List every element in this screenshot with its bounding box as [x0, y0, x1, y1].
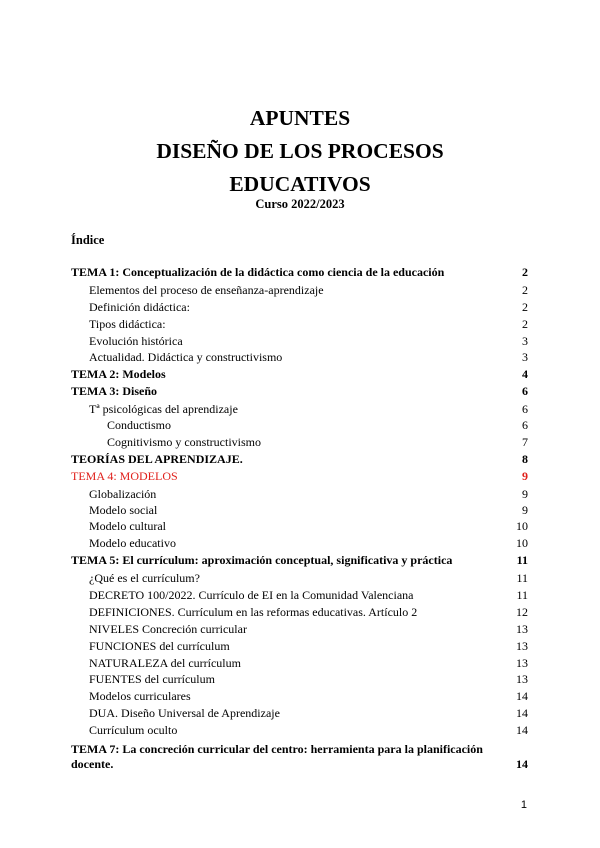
- toc-entry-page: 7: [522, 435, 528, 449]
- page-number: 1: [520, 799, 527, 811]
- toc-entry-text: TEMA 1: Conceptualización de la didáctica como ciencia de la educación: [71, 265, 445, 279]
- toc-entry-page: 8: [522, 452, 528, 466]
- index-heading: Índice: [71, 233, 105, 247]
- toc-entry-text: TEMA 5: El currículum: aproximación conceptual, significativa y práctica: [71, 553, 453, 567]
- toc-entry-page: 10: [516, 536, 528, 550]
- toc-entry-page: 12: [516, 605, 528, 619]
- toc-entry-text: Tipos didáctica:: [89, 317, 166, 331]
- toc-entry-page: 14: [516, 757, 528, 771]
- toc-entry-page: 13: [516, 656, 528, 670]
- toc-entry-tema-7[interactable]: [71, 742, 528, 772]
- toc-entry-text: FUNCIONES del currículum: [89, 639, 230, 653]
- toc-entry-text: NIVELES Concreción curricular: [89, 622, 247, 636]
- toc-entry-page: 2: [522, 300, 528, 314]
- toc-entry-page: 14: [516, 723, 528, 737]
- toc-entry-page: 10: [516, 519, 528, 533]
- toc-entry-page: 6: [522, 402, 528, 416]
- toc-entry-text: Modelos curriculares: [89, 689, 191, 703]
- title-line-2: DISEÑO DE LOS PROCESOS: [156, 139, 444, 163]
- toc-entry-text: TEMA 7: La concreción curricular del centro: herramienta para la planificación docente.: [71, 742, 483, 771]
- toc-entry-page: 14: [516, 689, 528, 703]
- toc-entry-text: DECRETO 100/2022. Currículo de EI en la Comunidad Valenciana: [89, 588, 414, 602]
- toc-entry-text: Modelo cultural: [89, 519, 166, 533]
- toc-entry-text: ¿Qué es el currículum?: [89, 571, 200, 585]
- toc-entry-page: 14: [516, 706, 528, 720]
- toc-entry-text: Modelo social: [89, 503, 158, 517]
- title-line-3: EDUCATIVOS: [229, 172, 371, 196]
- toc-entry-text: DEFINICIONES. Currículum en las reformas educativas. Artículo 2: [89, 605, 418, 619]
- toc-entry-page: 2: [522, 265, 528, 279]
- toc-entry-text: NATURALEZA del currículum: [89, 656, 241, 670]
- toc-entry-page: 4: [522, 367, 528, 381]
- toc-entry-text: FUENTES del currículum: [89, 672, 215, 686]
- toc-entry-text: Globalización: [89, 487, 157, 501]
- toc-entry-page: 3: [522, 334, 528, 348]
- course-year: Curso 2022/2023: [255, 197, 345, 211]
- toc-entry-page: 9: [522, 487, 528, 501]
- toc-entry-page: 11: [516, 553, 528, 567]
- toc-entry-text: Elementos del proceso de enseñanza-aprendizaje: [89, 283, 324, 297]
- toc-entry-text: TEMA 3: Diseño: [71, 384, 158, 398]
- toc-entry-text: TEORÍAS DEL APRENDIZAJE.: [71, 452, 243, 466]
- title-line-1: APUNTES: [249, 106, 351, 130]
- toc-entry-text: Modelo educativo: [89, 536, 176, 550]
- toc-entry-page: 9: [522, 469, 528, 483]
- toc-entry-page: 3: [522, 350, 528, 364]
- toc-entry-page: 13: [516, 672, 528, 686]
- toc-entry-page: 6: [522, 418, 528, 432]
- toc-entry-text: Tª psicológicas del aprendizaje: [89, 402, 238, 416]
- toc-entry-page: 2: [522, 283, 528, 297]
- toc-entry-text: TEMA 2: Modelos: [71, 367, 166, 381]
- toc-entry-page: 6: [522, 384, 528, 398]
- toc-entry-text: DUA. Diseño Universal de Aprendizaje: [89, 706, 280, 720]
- toc-entry-page: 13: [516, 622, 528, 636]
- toc-entry-text: Cognitivismo y constructivismo: [107, 435, 262, 449]
- toc-entry-page: 2: [522, 317, 528, 331]
- toc-entry-page: 11: [516, 571, 528, 585]
- toc-entry-page: 9: [522, 503, 528, 517]
- toc-entry-text: Conductismo: [107, 418, 172, 432]
- toc-entry-text: Evolución histórica: [89, 334, 183, 348]
- toc-entry-text: Currículum oculto: [89, 723, 178, 737]
- toc-entry-text: Definición didáctica:: [89, 300, 190, 314]
- toc-entry-text: Actualidad. Didáctica y constructivismo: [89, 350, 283, 364]
- toc-entry-text: TEMA 4: MODELOS: [71, 469, 178, 483]
- toc-entry-page: 13: [516, 639, 528, 653]
- toc-entry-page: 11: [516, 588, 528, 602]
